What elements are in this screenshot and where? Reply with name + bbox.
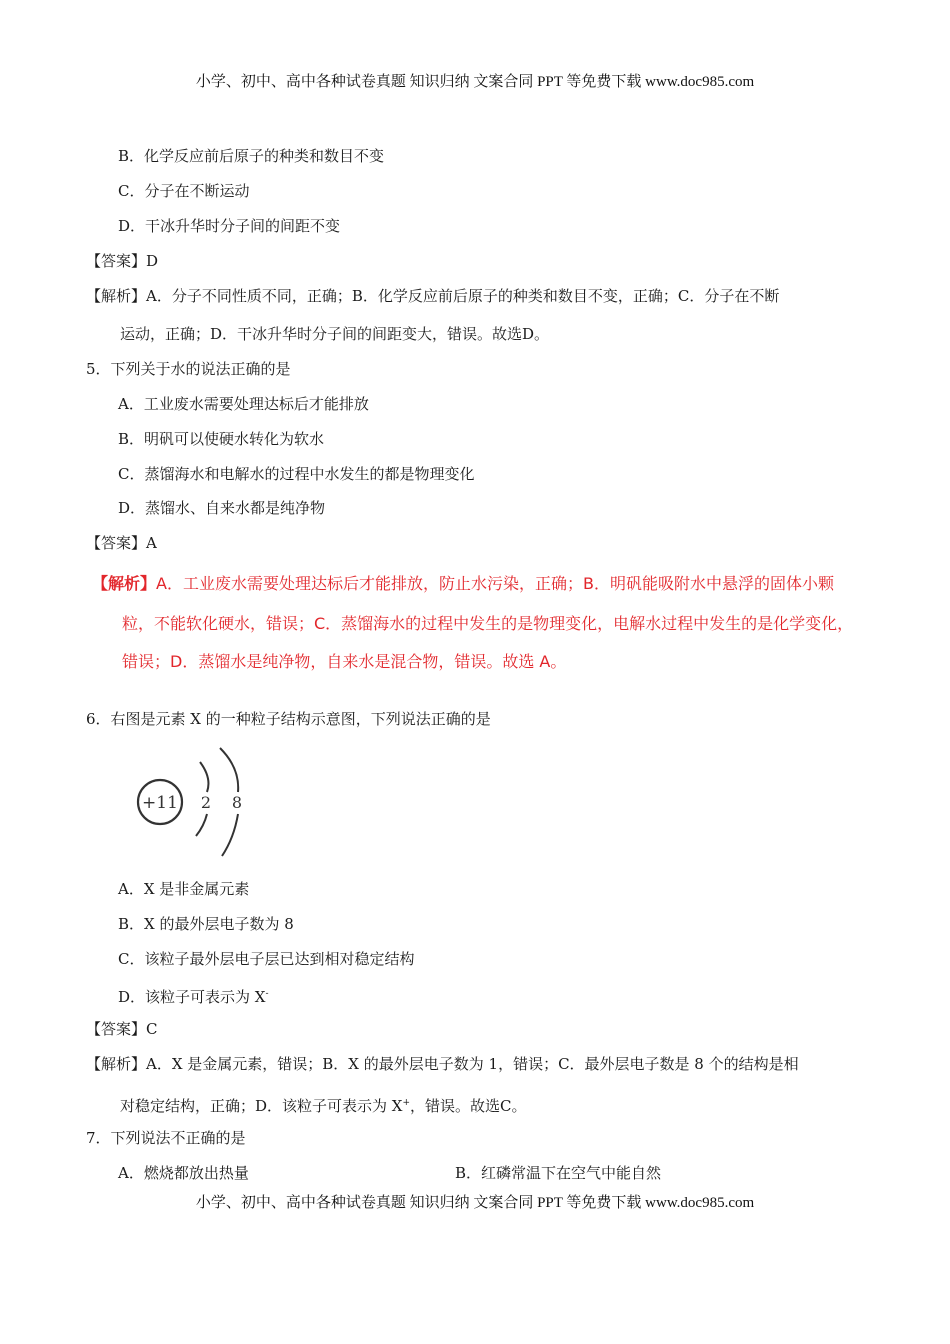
- q6-option-b: B．X 的最外层电子数为 8: [118, 915, 294, 933]
- page-footer: 小学、初中、高中各种试卷真题 知识归纳 文案合同 PPT 等免费下载 www.doc985.com: [195, 1195, 755, 1211]
- q4-analysis-line-1: 【解析】A．分子不同性质不同，正确；B．化学反应前后原子的种类和数目不变，正确；C．分子在不断: [86, 287, 780, 305]
- q4-answer: 【答案】D: [86, 252, 159, 270]
- q5-option-c: C．蒸馏海水和电解水的过程中水发生的都是物理变化: [118, 465, 475, 483]
- q5-stem: 5．下列关于水的说法正确的是: [86, 360, 291, 378]
- q6-option-d-text: D．该粒子可表示为 X: [118, 988, 266, 1006]
- q7-option-b: B．红磷常温下在空气中能自然: [455, 1164, 662, 1182]
- q6-analysis-line-1: 【解析】A．X 是金属元素，错误；B．X 的最外层电子数为 1，错误；C．最外层电子数是 8 个的结构是相: [86, 1055, 799, 1073]
- atomic-structure-diagram: [120, 738, 270, 860]
- q6-stem: 6．右图是元素 X 的一种粒子结构示意图，下列说法正确的是: [86, 710, 491, 728]
- q4-analysis-line-2: 运动，正确；D．干冰升华时分子间的间距变大，错误。故选D。: [120, 325, 550, 343]
- q6-analysis-text: 对稳定结构，正确；D．该粒子可表示为 X: [120, 1097, 403, 1115]
- q6-analysis-tail: ，错误。故选C。: [410, 1097, 527, 1115]
- q6-analysis-line-2: [120, 1093, 527, 1116]
- shell-2-electrons: 8: [231, 793, 243, 812]
- shell-1-electrons: 2: [200, 793, 212, 812]
- q4-option-d: D．干冰升华时分子间的间距不变: [118, 217, 341, 235]
- q4-option-c: C．分子在不断运动: [118, 182, 250, 200]
- q6-answer: 【答案】C: [86, 1020, 158, 1038]
- q5-analysis-text-1: A．工业废水需要处理达标后才能排放，防止水污染，正确；B．明矾能吸附水中悬浮的固体小颗: [156, 574, 834, 593]
- nucleus-charge: +11: [142, 793, 178, 813]
- q7-option-a: A．燃烧都放出热量: [118, 1164, 249, 1182]
- q7-stem: 7．下列说法不正确的是: [86, 1129, 246, 1147]
- q6-option-d: [118, 984, 269, 1007]
- atom-diagram-icon: [120, 738, 270, 860]
- page-header: 小学、初中、高中各种试卷真题 知识归纳 文案合同 PPT 等免费下载 www.doc985.com: [195, 74, 755, 90]
- q6-option-c: C．该粒子最外层电子层已达到相对稳定结构: [118, 950, 415, 968]
- q5-analysis-label: 【解析】: [92, 574, 157, 593]
- q5-option-d: D．蒸馏水、自来水都是纯净物: [118, 499, 326, 517]
- q4-option-b: B．化学反应前后原子的种类和数目不变: [118, 147, 385, 165]
- q5-answer: 【答案】A: [86, 534, 157, 552]
- q5-analysis-line-2: 粒，不能软化硬水，错误；C．蒸馏海水的过程中发生的是物理变化，电解水过程中发生的是化学变化，: [122, 614, 854, 633]
- q6-option-d-charge: -: [265, 989, 269, 999]
- q5-analysis-line-3: 错误；D．蒸馏水是纯净物，自来水是混合物，错误。故选 A。: [122, 652, 567, 671]
- q6-analysis-charge: +: [402, 1098, 411, 1108]
- q5-option-a: A．工业废水需要处理达标后才能排放: [118, 395, 369, 413]
- q5-option-b: B．明矾可以使硬水转化为软水: [118, 430, 325, 448]
- q5-analysis-line-1: [92, 574, 834, 594]
- q6-option-a: A．X 是非金属元素: [118, 880, 250, 898]
